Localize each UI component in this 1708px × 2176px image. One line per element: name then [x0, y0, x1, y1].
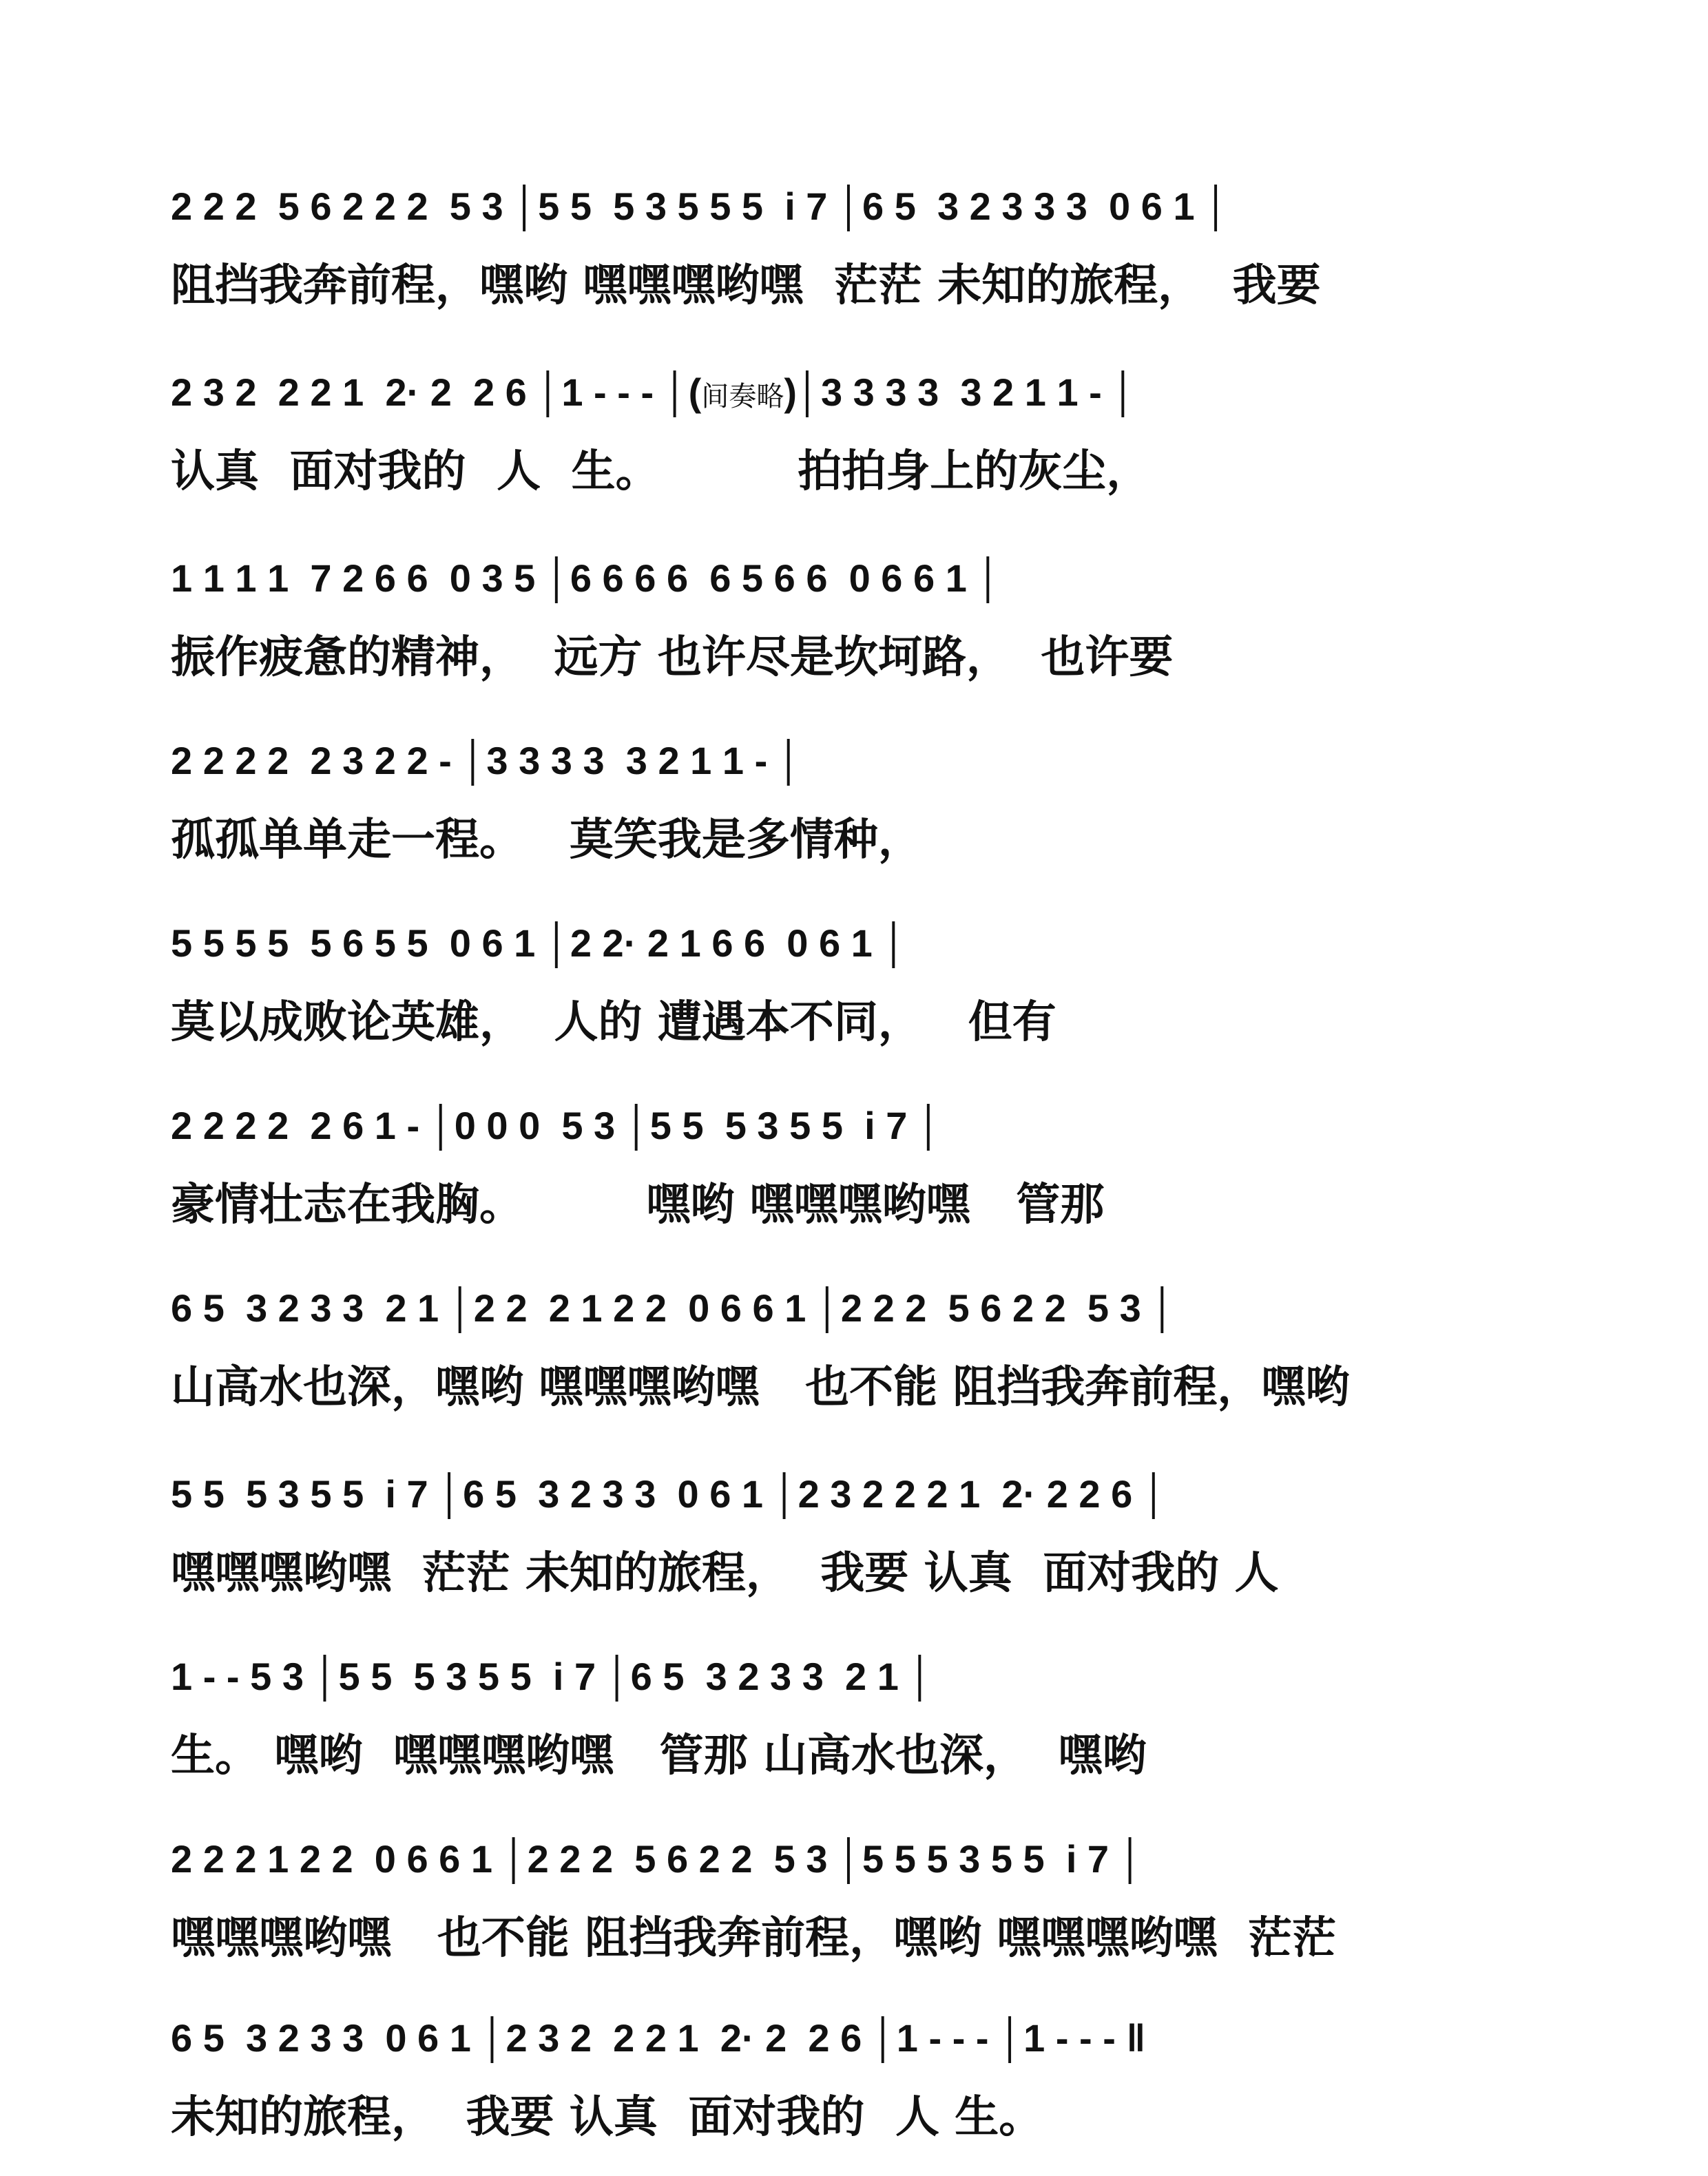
notation-line-1: 2 2 2 5 6 2 2 2 5 3 │5 5 5 3 5 5 5 i 7 │6 5 3 2 3 3 3 0 6 1 │	[171, 185, 1230, 228]
lyrics-line-4: 孤孤单单走一程。 莫笑我是多情种，	[171, 814, 922, 866]
system-10	[171, 1818, 1569, 1997]
system-8	[171, 1453, 1569, 1632]
lyrics-line-11: 未知的旅程， 我要 认真 面对我的 人 生。	[171, 2091, 1043, 2143]
notation-line-8: 5 5 5 3 5 5 i 7 │6 5 3 2 3 3 0 6 1 │2 3 2 2 2 1 2· 2 2 6 │	[171, 1472, 1167, 1516]
lyrics-line-2: 认真 面对我的 人 生。 拍拍身上的灰尘，	[171, 446, 1151, 497]
notation-line-11: 6 5 3 2 3 3 0 6 1 │2 3 2 2 2 1 2· 2 2 6 │1 - - - │1 - - - ‖	[171, 2016, 1146, 2060]
system-5	[171, 902, 1569, 1081]
interlude-note: 间奏略	[701, 381, 784, 412]
system-9	[171, 1635, 1569, 1814]
notation-line-6: 2 2 2 2 2 6 1 - │0 0 0 5 3 │5 5 5 3 5 5 i 7 │	[171, 1104, 942, 1147]
system-2	[171, 351, 1569, 530]
notation-line-3: 1 1 1 1 7 2 6 6 0 3 5 │6 6 6 6 6 5 6 6 0 6 6 1 │	[171, 556, 1002, 600]
notation-line-2	[171, 351, 1569, 434]
lyrics-line-8: 嘿嘿嘿哟嘿 茫茫 未知的旅程， 我要 认真 面对我的 人	[171, 1547, 1279, 1599]
lyrics-line-1: 阻挡我奔前程，嘿哟 嘿嘿嘿哟嘿 茫茫 未知的旅程， 我要	[171, 260, 1321, 311]
notes-2a: 2 3 2 2 2 1 2· 2 2 6 │1 - - - │(	[171, 370, 702, 414]
notation-line-4: 2 2 2 2 2 3 2 2 - │3 3 3 3 3 2 1 1 - │	[171, 739, 802, 782]
notation-line-10: 2 2 2 1 2 2 0 6 6 1 │2 2 2 5 6 2 2 5 3 │5 5 5 3 5 5 i 7 │	[171, 1837, 1144, 1881]
notation-line-5: 5 5 5 5 5 6 5 5 0 6 1 │2 2· 2 1 6 6 0 6 1 │	[171, 921, 908, 965]
notes-2b: )│3 3 3 3 3 2 1 1 - │	[784, 370, 1137, 414]
notation-line-7: 6 5 3 2 3 3 2 1 │2 2 2 1 2 2 0 6 6 1 │2 2 2 5 6 2 2 5 3 │	[171, 1286, 1176, 1330]
system-6	[171, 1085, 1569, 1264]
lyrics-line-6: 豪情壮志在我胸。 嘿哟 嘿嘿嘿哟嘿 管那	[171, 1179, 1105, 1231]
system-4	[171, 720, 1569, 899]
lyrics-line-10: 嘿嘿嘿哟嘿 也不能 阻挡我奔前程，嘿哟 嘿嘿嘿哟嘿 茫茫	[171, 1912, 1336, 1964]
lyrics-line-9: 生。 嘿哟 嘿嘿嘿哟嘿 管那 山高水也深， 嘿哟	[171, 1730, 1147, 1781]
system-11	[171, 1997, 1569, 2176]
system-3	[171, 537, 1569, 716]
notation-line-9: 1 - - 5 3 │5 5 5 3 5 5 i 7 │6 5 3 2 3 3 2 1 │	[171, 1655, 934, 1698]
system-1	[171, 165, 1569, 344]
lyrics-line-5: 莫以成败论英雄， 人的 遭遇本不同， 但有	[171, 996, 1056, 1048]
system-7	[171, 1267, 1569, 1446]
lyrics-line-3: 振作疲惫的精神， 远方 也许尽是坎坷路， 也许要	[171, 631, 1174, 683]
lyrics-line-7: 山高水也深，嘿哟 嘿嘿嘿哟嘿 也不能 阻挡我奔前程，嘿哟	[171, 1361, 1350, 1413]
